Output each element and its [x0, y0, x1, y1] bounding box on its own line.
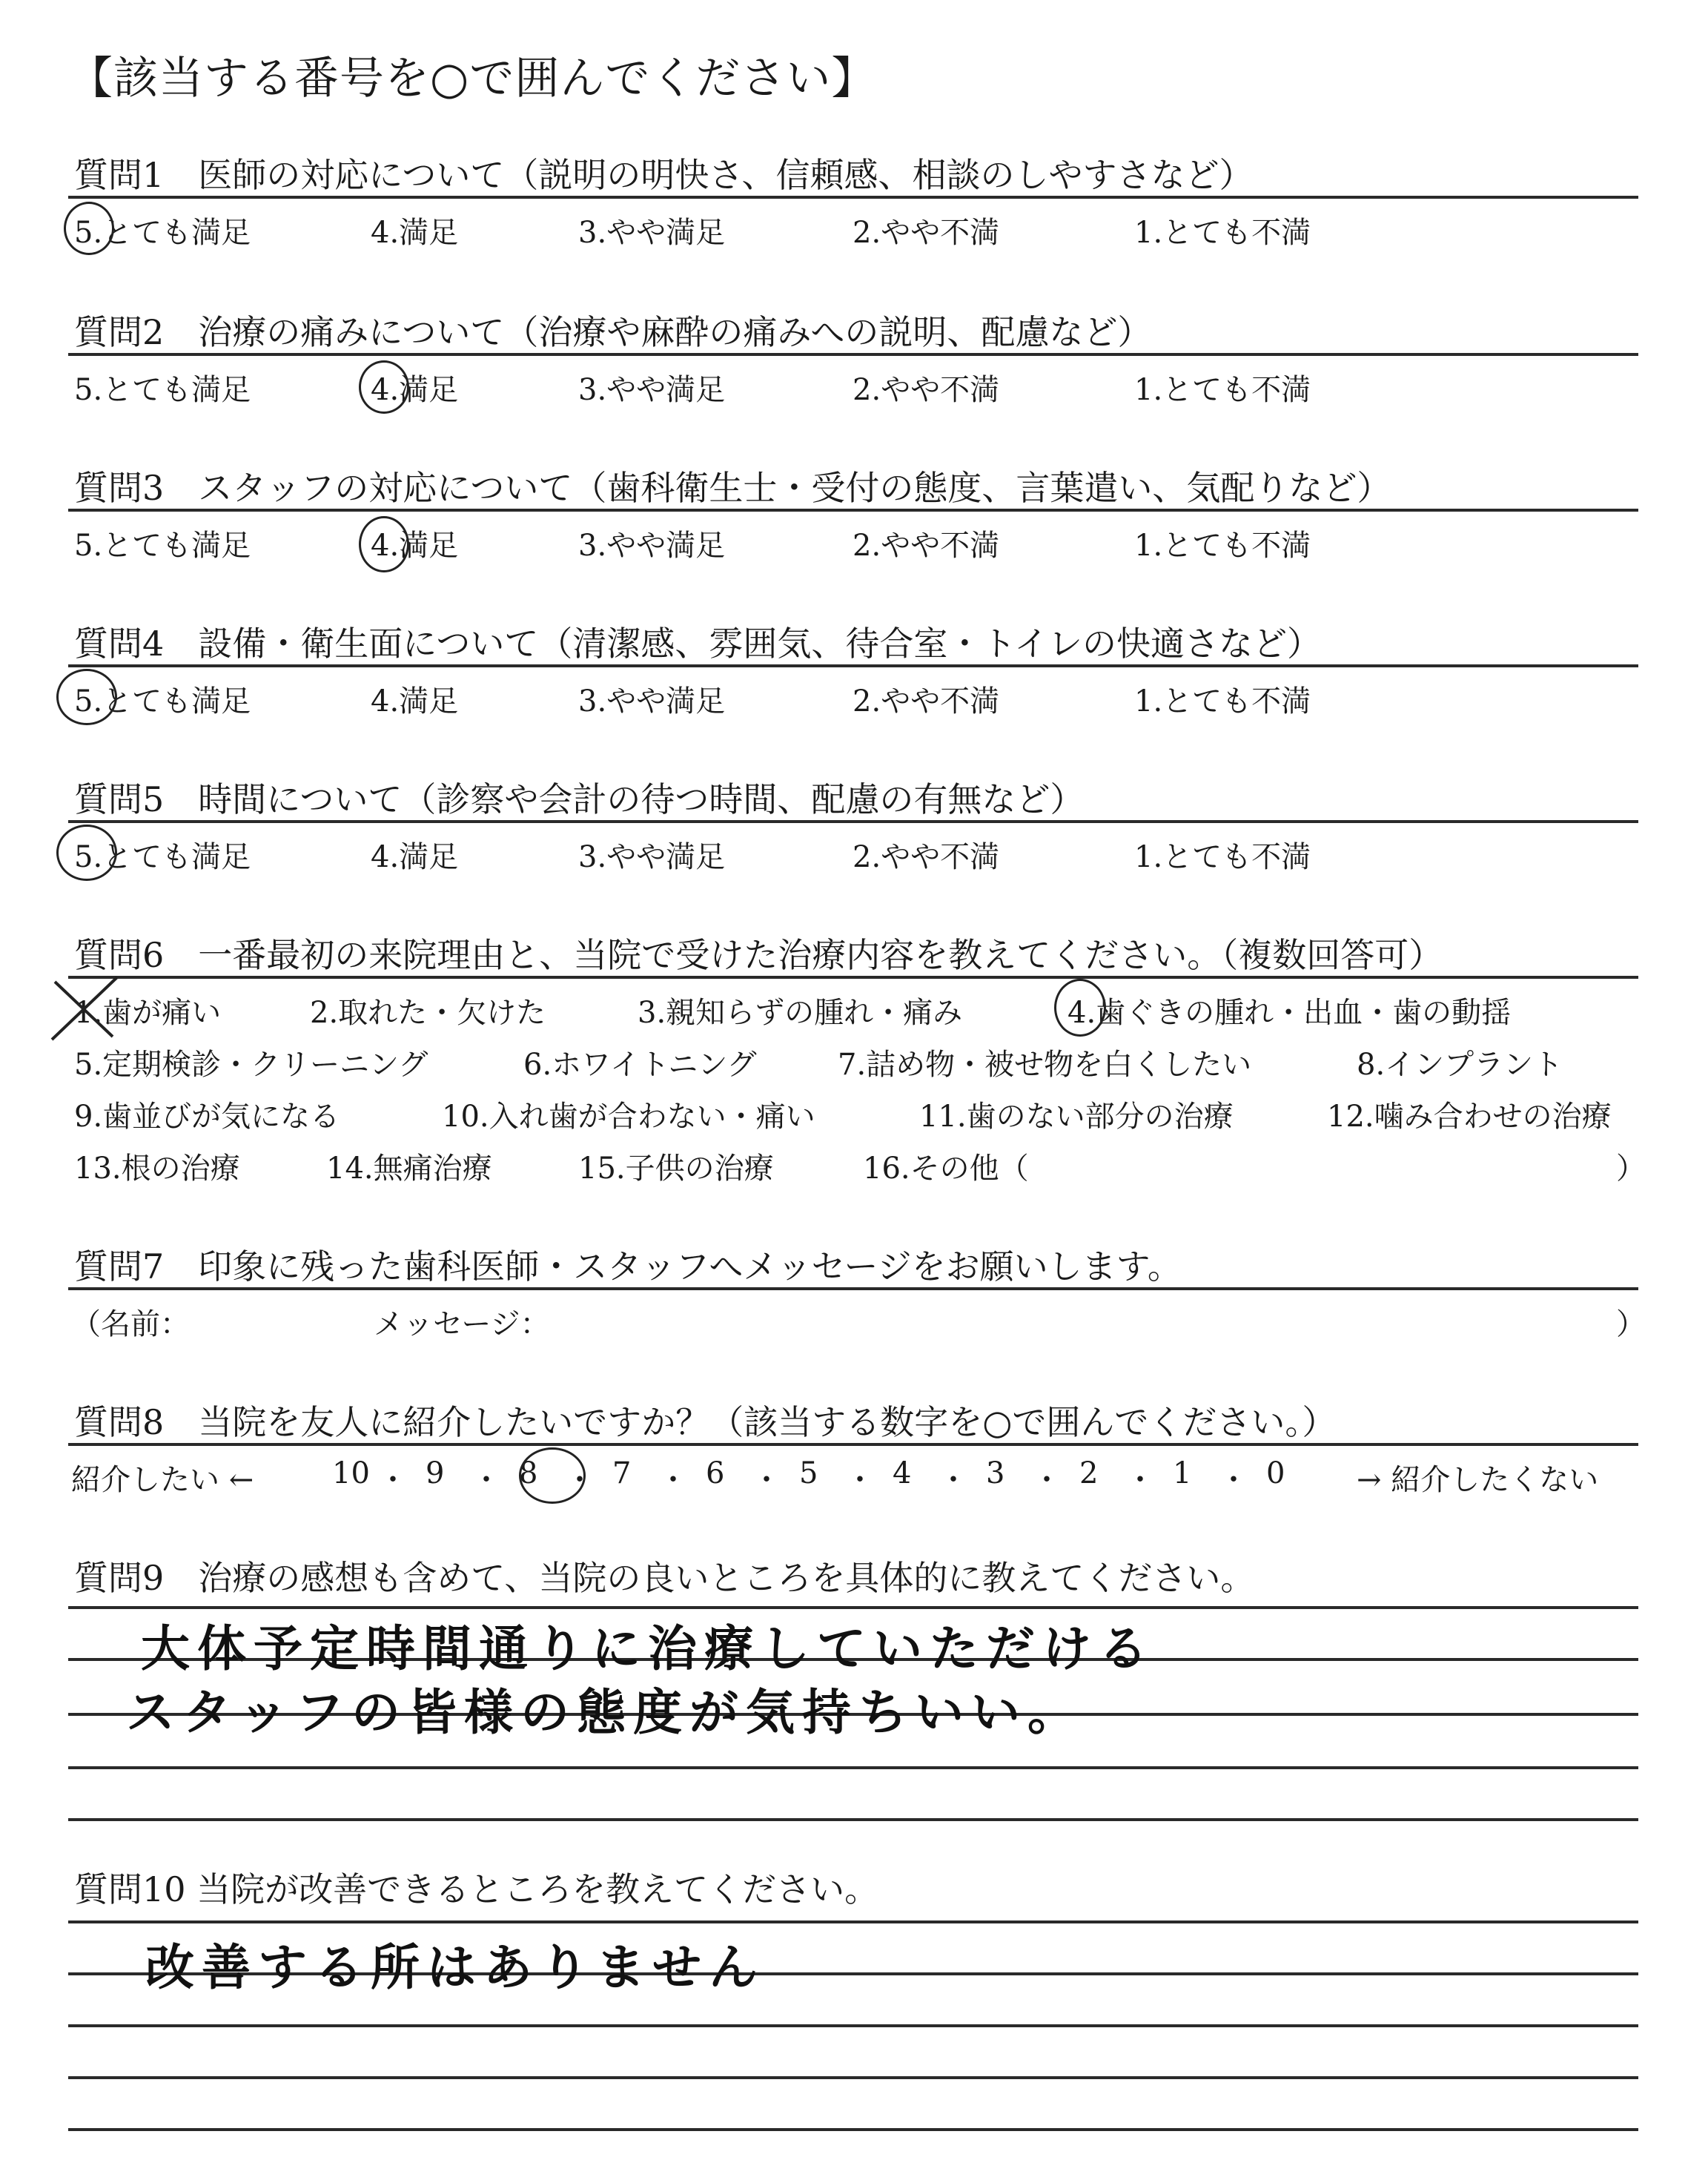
q6-option-5[interactable]: 5.定期検診・クリーニング: [74, 1048, 428, 1082]
q1-option-3[interactable]: 3.やや満足: [578, 216, 726, 250]
q6-option-14[interactable]: 14.無痛治療: [326, 1152, 492, 1186]
q2-option-1[interactable]: 1.とても不満: [1134, 373, 1311, 407]
q9-rule-5: [68, 1818, 1638, 1821]
q1-option-1[interactable]: 1.とても不満: [1134, 216, 1311, 250]
q7-close-paren: ）: [1616, 1307, 1646, 1341]
q9-rule-4: [68, 1766, 1638, 1769]
q9-title: 質問9 治療の感想も含めて、当院の良いところを具体的に教えてください。: [74, 1558, 1255, 1598]
q8-rule: [68, 1443, 1638, 1446]
q8-title: 質問8 当院を友人に紹介したいですか？（該当する数字を○で囲んでください。）: [74, 1402, 1337, 1442]
q8-scale-separator: ・: [1219, 1463, 1248, 1497]
q6-option-8[interactable]: 8.インプラント: [1357, 1048, 1563, 1082]
q6-option-1[interactable]: 1.歯が痛い: [74, 996, 222, 1030]
q1-rule: [68, 196, 1638, 199]
q8-scale-separator: ・: [471, 1463, 501, 1497]
q7-title: 質問7 印象に残った歯科医師・スタッフへメッセージをお願いします。: [74, 1246, 1182, 1287]
q5-rule: [68, 820, 1638, 823]
q8-scale-value-9[interactable]: 9: [426, 1456, 445, 1490]
q8-right-label: → 紹介したくない: [1357, 1463, 1599, 1497]
q1-option-2[interactable]: 2.やや不満: [853, 216, 1000, 250]
q5-option-2[interactable]: 2.やや不満: [853, 840, 1000, 874]
q8-scale-value-0[interactable]: 0: [1266, 1456, 1285, 1490]
q8-scale-value-3[interactable]: 3: [986, 1456, 1005, 1490]
q3-option-4[interactable]: 4.満足: [371, 529, 459, 563]
q5-selection-circle: [56, 825, 117, 881]
q2-option-3[interactable]: 3.やや満足: [578, 373, 726, 407]
q6-cross-out-mark: [44, 971, 126, 1046]
q8-scale-value-7[interactable]: 7: [612, 1456, 632, 1490]
q8-scale-separator: ・: [658, 1463, 688, 1497]
q6-option-7[interactable]: 7.詰め物・被せ物を白くしたい: [838, 1048, 1252, 1082]
q4-option-2[interactable]: 2.やや不満: [853, 684, 1000, 719]
q6-option-15[interactable]: 15.子供の治療: [578, 1152, 774, 1186]
q6-title: 質問6 一番最初の来院理由と、当院で受けた治療内容を教えてください。（複数回答可）: [74, 935, 1443, 975]
q6-option-13[interactable]: 13.根の治療: [74, 1152, 240, 1186]
q4-title: 質問4 設備・衛生面について（清潔感、雰囲気、待合室・トイレの快適さなど）: [74, 624, 1322, 664]
q1-option-4[interactable]: 4.満足: [371, 216, 459, 250]
q9-answer-line-1: 大体予定時間通りに治療していただける: [141, 1620, 1155, 1677]
q10-rule-1: [68, 1920, 1638, 1923]
q8-scale-separator: ・: [845, 1463, 875, 1497]
q5-option-3[interactable]: 3.やや満足: [578, 840, 726, 874]
q8-left-label: 紹介したい ←: [71, 1463, 254, 1497]
q8-scale-value-4[interactable]: 4: [893, 1456, 912, 1490]
q6-option-11[interactable]: 11.歯のない部分の治療: [919, 1100, 1234, 1134]
q10-rule-4: [68, 2076, 1638, 2079]
q2-option-4[interactable]: 4.満足: [371, 373, 459, 407]
q6-option-2[interactable]: 2.取れた・欠けた: [310, 996, 546, 1030]
q6-close-paren: ）: [1616, 1152, 1646, 1186]
q2-rule: [68, 353, 1638, 356]
q8-scale-value-2[interactable]: 2: [1079, 1456, 1099, 1490]
q8-scale-separator: ・: [1125, 1463, 1155, 1497]
q7-rule: [68, 1287, 1638, 1290]
q2-option-5[interactable]: 5.とても満足: [74, 373, 251, 407]
q4-rule: [68, 664, 1638, 667]
q6-option-12[interactable]: 12.噛み合わせの治療: [1327, 1100, 1612, 1134]
q8-scale-value-10[interactable]: 10: [332, 1456, 370, 1490]
q8-scale-value-1[interactable]: 1: [1173, 1456, 1192, 1490]
q8-scale-value-5[interactable]: 5: [799, 1456, 818, 1490]
q8-scale-value-6[interactable]: 6: [706, 1456, 725, 1490]
q6-option-10[interactable]: 10.入れ歯が合わない・痛い: [442, 1100, 815, 1134]
q7-message-label: メッセージ：: [374, 1307, 550, 1341]
q8-scale-separator: ・: [378, 1463, 408, 1497]
q6-option-4[interactable]: 4.歯ぐきの腫れ・出血・歯の動揺: [1068, 996, 1512, 1030]
q5-option-1[interactable]: 1.とても不満: [1134, 840, 1311, 874]
q3-option-3[interactable]: 3.やや満足: [578, 529, 726, 563]
q2-option-2[interactable]: 2.やや不満: [853, 373, 1000, 407]
q3-title: 質問3 スタッフの対応について（歯科衛生士・受付の態度、言葉遣い、気配りなど）: [74, 468, 1391, 508]
q10-rule-5: [68, 2128, 1638, 2131]
q10-title: 質問10 当院が改善できるところを教えてください。: [74, 1869, 879, 1909]
q3-rule: [68, 509, 1638, 512]
q5-title: 質問5 時間について（診察や会計の待つ時間、配慮の有無など）: [74, 779, 1085, 819]
q8-scale-separator: ・: [565, 1463, 595, 1497]
q6-option-6[interactable]: 6.ホワイトニング: [523, 1048, 757, 1082]
q6-selection-circle: [1054, 979, 1106, 1037]
q5-option-5[interactable]: 5.とても満足: [74, 840, 251, 874]
q3-option-2[interactable]: 2.やや不満: [853, 529, 1000, 563]
q2-selection-circle: [359, 360, 409, 414]
q4-option-3[interactable]: 3.やや満足: [578, 684, 726, 719]
q3-option-5[interactable]: 5.とても満足: [74, 529, 251, 563]
q4-selection-circle: [56, 669, 117, 725]
q5-option-4[interactable]: 4.満足: [371, 840, 459, 874]
q6-rule: [68, 976, 1638, 979]
q1-selection-circle: [64, 202, 114, 255]
q8-selection-circle: [519, 1447, 586, 1504]
q2-title: 質問2 治療の痛みについて（治療や麻酔の痛みへの説明、配慮など）: [74, 312, 1152, 352]
q4-option-5[interactable]: 5.とても満足: [74, 684, 251, 719]
q10-answer-line-1: 改善する所はありません: [145, 1939, 765, 1996]
page-title: 【該当する番号を○で囲んでください】: [68, 53, 877, 105]
q8-scale-separator: ・: [1032, 1463, 1062, 1497]
q3-selection-circle: [359, 516, 409, 572]
q6-option-3[interactable]: 3.親知らずの腫れ・痛み: [638, 996, 963, 1030]
q6-option-16[interactable]: 16.その他（: [863, 1152, 1029, 1186]
q4-option-4[interactable]: 4.満足: [371, 684, 459, 719]
q10-rule-3: [68, 2024, 1638, 2027]
q8-scale-separator: ・: [939, 1463, 968, 1497]
q1-title: 質問1 医師の対応について（説明の明快さ、信頼感、相談のしやすさなど）: [74, 155, 1254, 195]
q4-option-1[interactable]: 1.とても不満: [1134, 684, 1311, 719]
q8-scale-value-8[interactable]: 8: [519, 1456, 538, 1490]
q8-scale-separator: ・: [752, 1463, 781, 1497]
q9-answer-line-2: スタッフの皆様の態度が気持ちいい。: [126, 1684, 1084, 1741]
q1-option-5[interactable]: 5.とても満足: [74, 216, 251, 250]
q6-option-9[interactable]: 9.歯並びが気になる: [74, 1100, 340, 1134]
q7-name-label: （名前：: [71, 1307, 190, 1341]
q3-option-1[interactable]: 1.とても不満: [1134, 529, 1311, 563]
